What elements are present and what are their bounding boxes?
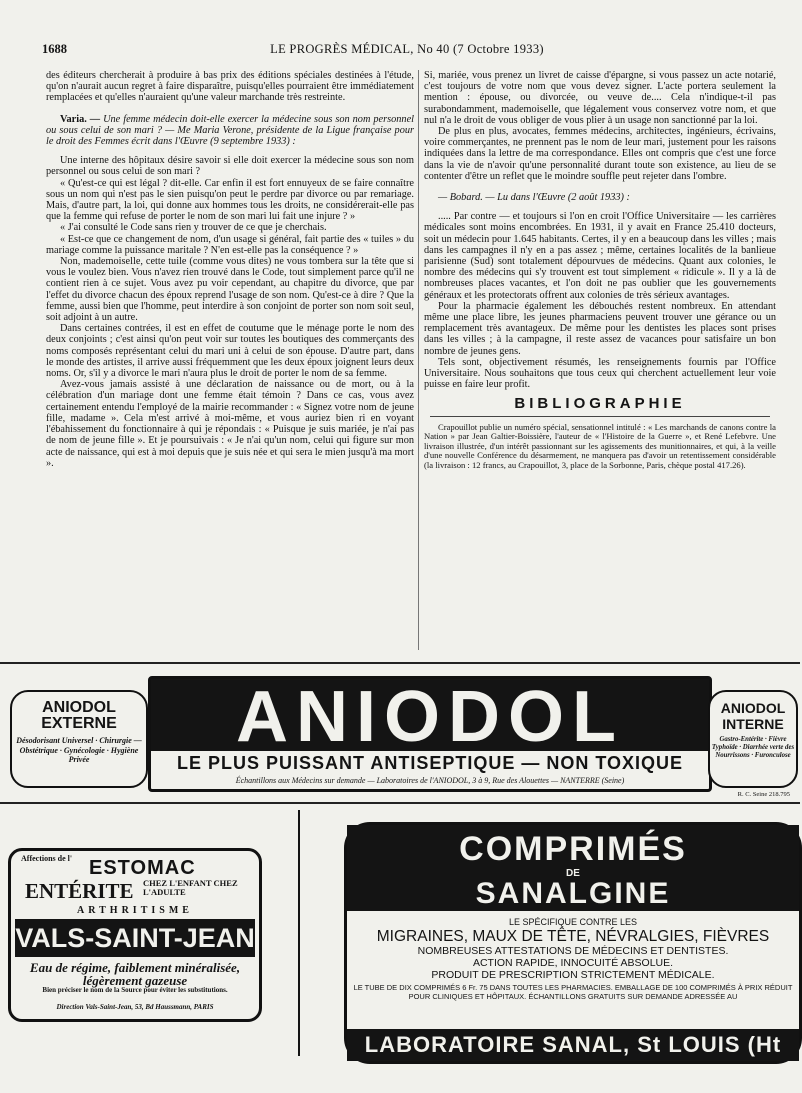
paragraph: des éditeurs chercherait à produire à bas prix des éditions spéciales destinées à l'étude, qu'on n'aurait aucun regret à faire disparaître, puisqu'elles pourraient être immédiatement remplacées et qu'elles n'auraient qu'une valeur marchande très restreinte. xyxy=(46,70,414,104)
sanalgine-comprimes: COMPRIMÉS xyxy=(459,830,687,868)
aniodol-interne-box xyxy=(708,690,798,798)
aniodol-externe-box xyxy=(10,690,148,788)
left-column xyxy=(46,70,414,469)
vals-estomac: ESTOMAC xyxy=(89,857,196,879)
paragraph: ..... Par contre — et toujours si l'on en croit l'Office Universitaire — les carrières médicales sont moins encombrées. En 1931, il y avait en France 25.410 docteurs, soit un médecin pour 1.645 habitants. Certes, il y en a beaucoup dans les villes ; mais dans les campagnes il n'y en a pas assez ; même, certaines localités de la banlieue parisienne (Sud) sont totalement dépourvues de médecins. Quant aux colonies, le nombre des médecins qui s'y trouvent est tout simplement « ridicule ». Il y a là de nombreuses places vacantes, et l'on doit ne pas oublier que les gouvernements généraux et les protectorats offrent aux colonies de très sérieux avantages. xyxy=(424,211,776,301)
paragraph: De plus en plus, avocates, femmes médecins, architectes, ingénieurs, écrivains, voire commerçantes, ne prennent pas le nom de leur mari, justement pour les raisons indiquées dans la lettre de ma correspondance. Elles ont compris que c'est une force dans la vie de n'avoir qu'une personnalité durant toute son existence, au lieu de se contenter d'être un reflet que le moindre souffle peut rejeter dans l'ombre. xyxy=(424,126,776,182)
page-number: 1688 xyxy=(42,42,67,56)
section-divider xyxy=(0,802,800,804)
divider xyxy=(430,416,770,417)
aniodol-interne-title: ANIODOL INTERNE xyxy=(720,700,786,732)
bibliography-text: Crapouillot publie un numéro spécial, sensationnel intitulé : « Les marchands de canons contre la Nation » par Jean Galtier-Boissière, l'auteur de « l'Histoire de la Guerre », et René Lefebvre. Une livraison illustrée, d'un intérêt passionnant sur les agissements des munitionnaires, et qui, à la veille d'une nouvelle Conférence du désarmement, ne manquera pas d'avoir un retentissement considérable (la livraison : 12 francs, au Crapouillot, 3, place de la Sorbonne, Paris, chèque postal 417.26). xyxy=(424,421,776,471)
paragraph: Dans certaines contrées, il est en effet de coutume que le ménage porte le nom des deux conjoints ; c'est ainsi qu'on peut voir sur toutes les boutiques des commerçants des noms composés représentant celui du mari uni à celui de son épouse. D'autre part, dans le monde des artistes, il arrive aussi fréquemment que les deux époux joignent leurs deux noms. Or, s'il y a divorce le mari n'aura plus le droit de porter le nom de sa femme. xyxy=(46,323,414,380)
ad-divider xyxy=(298,810,300,1056)
sanalgine-indications: MIGRAINES, MAUX DE TÊTE, NÉVRALGIES, FIÈVRES xyxy=(376,928,770,945)
paragraph: Avez-vous jamais assisté à une déclaration de naissance ou de mort, ou à la célébration d'un mariage dont une femme était témoin ? Dans ce cas, vous avez certainement entendu l'employé de la mairie recommander : « Signez votre nom de jeune fille, madame ». Cela m'est arrivé à moi-même, et vous auriez bien ri en voyant l'ébahissement du fonctionnaire à qui je répondais : « Puisque je suis mariée, je n'ai pas de nom de jeune fille ». Et je poursuivais : « Je n'ai qu'un nom, celui qui figure sur mon acte de naissance, qui est à moi depuis que je suis née et qui sera le mien jusqu'à ma mort ». xyxy=(46,379,414,469)
bibliography-title: BIBLIOGRAPHIE xyxy=(514,395,686,413)
registration-number: R. C. Seine 218.795 xyxy=(737,791,790,798)
vals-enterite: ENTÉRITE xyxy=(25,879,134,903)
varia-heading xyxy=(46,114,414,148)
vals-notice: Bien préciser le nom de la Source pour éviter les substitutions. xyxy=(42,986,228,994)
vals-arthritisme: ARTHRITISME xyxy=(77,905,193,916)
sanalgine-brand: SANALGINE xyxy=(475,877,671,910)
varia-label: Varia. — xyxy=(60,113,101,125)
sanalgine-de: DE xyxy=(566,868,580,879)
bobard-heading: — Bobard. — Lu dans l'Œuvre (2 août 1933) : xyxy=(438,192,630,204)
aniodol-main-panel xyxy=(148,676,712,792)
paragraph: « Qu'est-ce qui est légal ? dit-elle. Car enfin il est fort ennuyeux de se faire connaître sous un nom qui n'est pas le sien puisqu'on peut le perdre par divorce ou par remariage. Mais, d'autre part, la loi, qui donne aux hommes tous les droits, ne considérerait-elle pas que la femme qui refuse de porter le nom de son mari lui fait une injure ? » xyxy=(46,177,414,223)
aniodol-tagline: LE PLUS PUISSANT ANTISEPTIQUE — NON TOXIQUE xyxy=(176,753,684,773)
paragraph: Pour la pharmacie également les débouchés restent nombreux. En attendant même une place libre, les jeunes pharmaciens peuvent trouver une gérance ou un remplacement très avantageux. De même pour les dentistes les places sont prises dans les villes ; à la campagne, il reste assez de vacances pour satisfaire un bon nombre de jeunes gens. xyxy=(424,300,776,357)
aniodol-externe-uses: Désodorisant Universel · Chirurgie — Obstétrique · Gynécologie · Hygiène Privée xyxy=(16,736,142,764)
vals-chez: CHEZ L'ENFANT CHEZ L'ADULTE xyxy=(143,878,238,897)
column-rule xyxy=(418,70,419,650)
paragraph: Une interne des hôpitaux désire savoir si elle doit exercer la médecine sous son nom personnel ou sous celui de son mari ? xyxy=(46,155,414,178)
sanalgine-attestations: NOMBREUSES ATTESTATIONS DE MÉDECINS ET DENTISTES. xyxy=(417,945,729,957)
sanalgine-advertisement xyxy=(344,822,802,1089)
paragraph: « J'ai consulté le Code sans rien y trouver de ce que je cherchais. xyxy=(60,222,327,234)
aniodol-brand: ANIODOL xyxy=(151,679,709,751)
paragraph: Si, mariée, vous prenez un livret de caisse d'épargne, si vous passez un acte notarié, c'est toujours de votre nom que vous devez signer. L'acte portera seulement la mention : épouse, ou divorcée, ou veuve de.... Cela n'indique-t-il pas surabondamment, mademoiselle, que légalement vous conservez votre nom, et que nul n'a le droit de vous obliger de vous plier à un usage non sanctionné par la loi. xyxy=(424,70,776,126)
varia-title: Une femme médecin doit-elle exercer la médecine sous son nom personnel ou sous celui de son mari ? — Me Maria Verone, présidente de la Ligue française pour le droit des Femmes écrit dans l'Œuvre (9 septembre 1933) : xyxy=(46,113,414,148)
section-divider xyxy=(0,662,800,664)
aniodol-advertisement xyxy=(8,672,796,796)
paragraph: « Est-ce que ce changement de nom, d'un usage si général, fait partie des « tuiles » du mariage comme la puissance maritale ? N'en est-elle pas la conséquence ? » xyxy=(46,233,414,256)
sanalgine-specifique: LE SPÉCIFIQUE CONTRE LES xyxy=(508,917,638,927)
vals-address: Direction Vals-Saint-Jean, 53, Bd Haussmann, PARIS xyxy=(56,1003,214,1011)
sanalgine-prescription: PRODUIT DE PRESCRIPTION STRICTEMENT MÉDICALE. xyxy=(431,969,715,981)
vals-description: Eau de régime, faiblement minéralisée, légèrement gazeuse xyxy=(29,960,241,988)
right-column xyxy=(424,70,776,471)
sanalgine-body xyxy=(347,917,799,1001)
aniodol-footer: Échantillons aux Médecins sur demande — Laboratoires de l'ANIODOL, 3 à 9, Rue des Alouettes — NANTERRE (Seine) xyxy=(235,776,625,785)
page-header xyxy=(42,42,772,60)
sanalgine-action: ACTION RAPIDE, INNOCUITÉ ABSOLUE. xyxy=(472,957,674,969)
sanalgine-pricing: LE TUBE DE DIX COMPRIMÉS 6 Fr. 75 DANS TOUTES LES PHARMACIES. EMBALLAGE DE 100 COMPRIMÉS À PRIX RÉDUIT POUR CLINIQUES ET HÔPITAUX. ÉCHANTILLONS GRATUITS SUR DEMANDE ADRESSÉE AU xyxy=(353,983,793,1001)
vals-affections: Affections de l' xyxy=(21,854,73,863)
running-title: LE PROGRÈS MÉDICAL, No 40 (7 Octobre 1933) xyxy=(270,42,544,56)
aniodol-interne-uses: Gastro-Entérite · Fièvre Typhoïde · Diarrhée verte des Nourrissons · Furonculose xyxy=(711,736,795,760)
vals-brand: VALS-SAINT-JEAN xyxy=(15,919,255,957)
sanalgine-header xyxy=(347,825,799,911)
paragraph: Tels sont, objectivement résumés, les renseignements fournis par l'Office Universitaire. Nous souhaitons que tous ceux qui cherchent actuellement leur voie puisse en faire leur profit. xyxy=(424,356,776,391)
sanalgine-laboratory: LABORATOIRE SANAL, St LOUIS (Ht Rhin) xyxy=(347,1029,799,1061)
aniodol-externe-title: ANIODOL EXTERNE xyxy=(41,699,117,732)
vals-saint-jean-advertisement xyxy=(8,848,262,1022)
paragraph: Non, mademoiselle, cette tuile (comme vous dites) ne vous tombera sur la tête que si vous le voulez bien. Vous n'avez rien trouvé dans le Code, tout simplement parce qu'il ne contient rien à ce sujet. Vous avez pu voir cependant, au chapitre du divorce, que par l'effet du divorce chacun des époux reprend l'usage de son nom. Qu'est-ce à dire ? Que la femme, aussi bien que l'homme, peut interdire à son conjoint de porter son nom soit seul, soit adjoint à un autre. xyxy=(46,256,414,324)
